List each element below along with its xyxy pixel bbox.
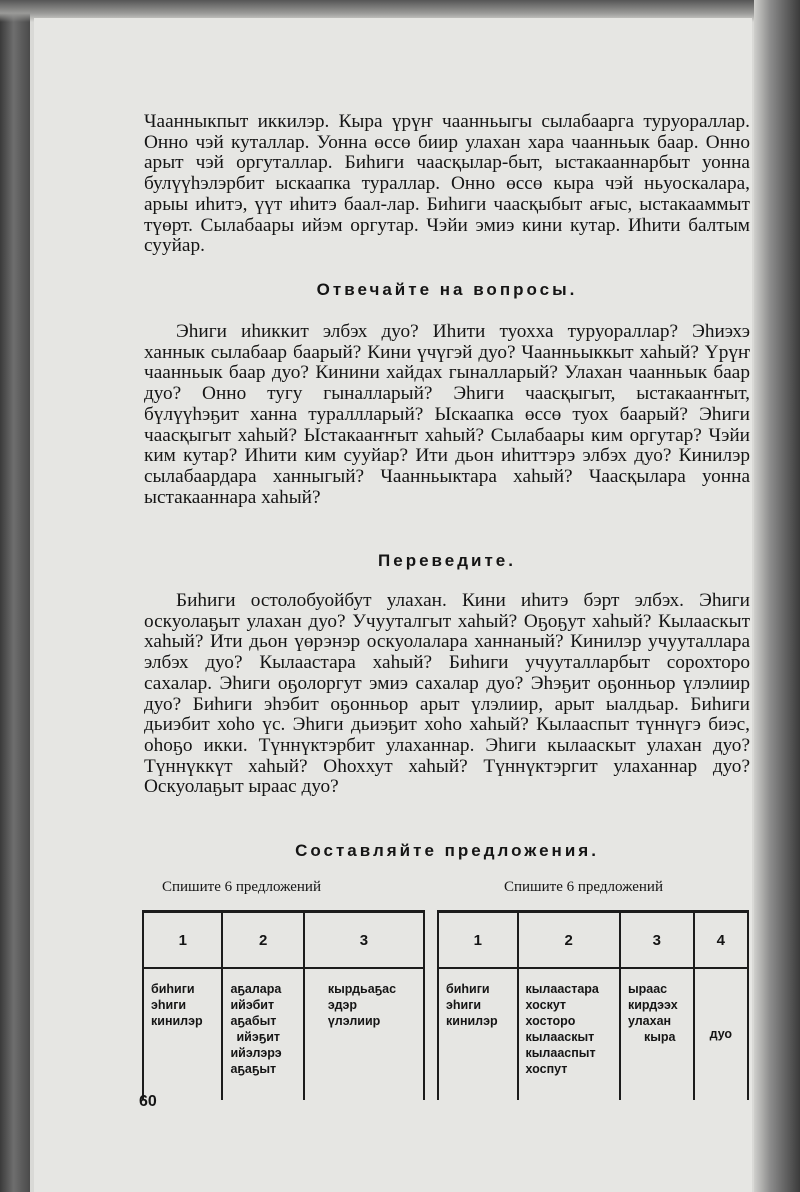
table-cell bbox=[620, 968, 694, 1100]
table-cell bbox=[222, 968, 303, 1100]
table-header-cell: 2 bbox=[518, 912, 620, 969]
table-header-cell: 1 bbox=[438, 912, 518, 969]
caption-left-table: Спишите 6 предложений bbox=[162, 879, 321, 895]
word-item: биһиги bbox=[151, 982, 195, 996]
table-header-cell: 2 bbox=[222, 912, 303, 969]
caption-right-table: Спишите 6 предложений bbox=[504, 879, 663, 895]
page-number: 60 bbox=[139, 1093, 157, 1110]
book-binding-right bbox=[754, 0, 800, 1192]
word-item: ийэбит bbox=[230, 998, 275, 1012]
word-item: аҕабыт bbox=[230, 1014, 277, 1028]
book-binding-left bbox=[0, 0, 30, 1192]
word-item: эдэр bbox=[327, 998, 358, 1012]
sentence-table-left bbox=[142, 910, 425, 1100]
heading-make-sentences: Составляйте предложения. bbox=[295, 841, 599, 860]
word-item: ийэлэрэ bbox=[230, 1046, 282, 1060]
word-item: аҕалара bbox=[230, 982, 282, 996]
table-header-cell: 3 bbox=[620, 912, 694, 969]
paragraph-reading: Чаанныкпыт иккилэр. Кыра үрүҥ чаанньыгы сылабаарга туруораллар. Онно чэй куталлар. Уонна өссө биир улахан хара чаанньык баар. Онно арыт чэй оргуталлар. Биһиги чаасқылар-быт, ыстакааннарбыт уонна булүүһэлэрбит ыскаапка тураллар. Онно өссө кыра чэй ньуоскалара, арыы иһитэ, үүт иһитэ баал-лар. Биһиги чаасқыбыт ағыс, ыстакааммыт түөрт. Сылабаары ийэм оргутар. Чэйи эмиэ кини кутар. Иһити балтым сууйар. bbox=[144, 111, 750, 257]
word-item: кинилэр bbox=[446, 1014, 498, 1028]
word-item: эһиги bbox=[151, 998, 187, 1012]
table-cell bbox=[304, 968, 424, 1100]
word-item: ийэҕит bbox=[236, 1030, 281, 1044]
word-item: кинилэр bbox=[151, 1014, 203, 1028]
word-item: эһиги bbox=[446, 998, 482, 1012]
word-item: ыраас bbox=[627, 982, 668, 996]
word-item: кирдээх bbox=[627, 998, 678, 1012]
word-item: улахан bbox=[627, 1014, 672, 1028]
table-header-cell: 4 bbox=[694, 912, 748, 969]
word-item: үлэлиир bbox=[327, 1014, 381, 1028]
word-item: кылааскыт bbox=[525, 1030, 595, 1044]
word-item: аҕаҕыт bbox=[230, 1062, 277, 1076]
word-item: кырдьаҕас bbox=[327, 982, 397, 996]
heading-translate: Переведите. bbox=[378, 551, 516, 570]
word-item: кылааспыт bbox=[525, 1046, 596, 1060]
paragraph-questions: Эһиги иһиккит элбэх дуо? Иһити туохха туруораллар? Эһиэхэ ханнык сылабаар баарый? Кини үчүгэй дуо? Чаанньыккыт хаһый? Үрүҥ чаанньык баар дуо? Кинини хайдах гыналларый? Улахан чаанньык баар дуо? Онно тугу гыналларый? Эһиги чаасқыгыт, ыстакааҥҥыт, бүлүүһэҕит ханна тураллларый? Ыскаапка өссө туох баарый? Эһиги чаасқыгыт хаһый? Ыстакааҥҥыт хаһый? Сылабаары ким оргутар? Чэйи ким кутар? Иһити ким сууйар? Ити дьон иһиттэрэ элбэх дуо? Кинилэр сылабаардара ханныгый? Чаанньыктара хаһый? Чаасқылара уонна ыстакааннара хаһый? bbox=[144, 321, 750, 508]
paragraph-translate: Биһиги остолобуойбут улахан. Кини иһитэ бэрт элбэх. Эһиги оскуолаҕыт улахан дуо? Учууталгыт хаһый? Оҕоҕут хаһый? Кылааскыт хаһый? Ити дьон үөрэнэр оскуолалара ханнаный? Кинилэр учууталлара элбэх дуо? Кылаастара хаһый? Биһиги учууталларбыт сорохторо сахалар. Эһиги оҕолоргут эмиэ сахалар дуо? Эһэҕит оҕонньор үлэлиир дуо? Биһиги эһэбит оҕонньор арыт үлэлиир, арыт ыалдьар. Биһиги дьиэбит хоһо үс. Эһиги дьиэҕит хоһо хаһый? Кылааспыт түннүгэ биэс, оһоҕо икки. Түннүктэрбит улаханнар. Эһиги кылааскыт улахан дуо? Түннүккүт хаһый? Оһоххут хаһый? Түннүктэргит улаханнар дуо? Оскуолаҕыт ыраас дуо? bbox=[144, 590, 750, 798]
sentence-table-right bbox=[437, 910, 749, 1100]
heading-answer-questions: Отвечайте на вопросы. bbox=[316, 280, 578, 299]
word-item: хоспут bbox=[525, 1062, 568, 1076]
word-item: хосторо bbox=[525, 1014, 576, 1028]
table-header-cell: 1 bbox=[143, 912, 222, 969]
table-cell bbox=[694, 968, 748, 1100]
word-item: дуо bbox=[709, 1027, 732, 1041]
word-item: кылаастара bbox=[525, 982, 599, 996]
table-header-cell: 3 bbox=[304, 912, 424, 969]
table-cell bbox=[438, 968, 518, 1100]
table-cell bbox=[518, 968, 620, 1100]
word-item: кыра bbox=[643, 1030, 676, 1044]
table-cell bbox=[143, 968, 222, 1100]
word-item: хоскут bbox=[525, 998, 567, 1012]
word-item: биһиги bbox=[446, 982, 490, 996]
